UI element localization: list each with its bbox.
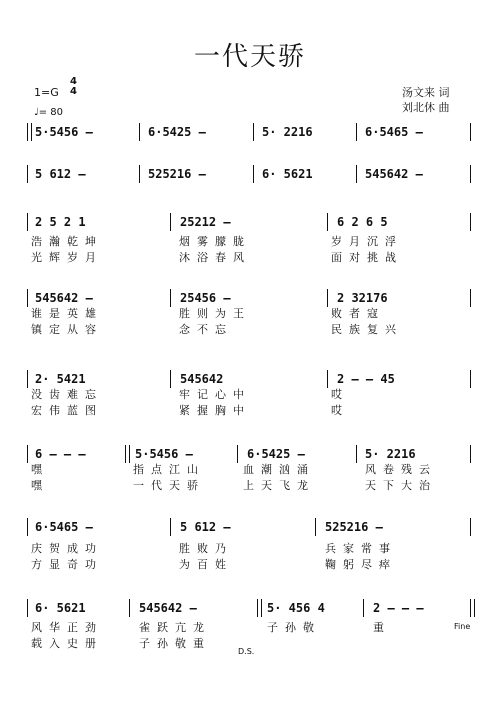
- notation-line: [27, 516, 471, 538]
- lyric-text: 牢 记 心 中: [179, 388, 244, 401]
- lyricist-credit: 汤文来 词: [402, 86, 450, 99]
- barline: [129, 599, 130, 617]
- note-group: 5· 456 4: [267, 601, 325, 615]
- lyric-text: 嘿: [31, 479, 42, 492]
- barline: [470, 289, 471, 307]
- note-group: 2 5 2 1: [35, 215, 86, 229]
- barline: [237, 445, 238, 463]
- barline: [27, 123, 32, 141]
- lyric-text: 胜 败 乃: [179, 542, 226, 555]
- note-group: 545642 –: [139, 601, 197, 615]
- lyric-text: 念 不 忘: [179, 323, 226, 336]
- lyric-text: 胜 则 为 王: [179, 307, 244, 320]
- lyric-text: 庆 贺 成 功: [31, 542, 96, 555]
- barline: [363, 599, 364, 617]
- lyric-text: 岁 月 沉 浮: [331, 235, 396, 248]
- barline: [253, 123, 254, 141]
- lyric-text: 民 族 复 兴: [331, 323, 396, 336]
- lyric-text: 沐 浴 春 风: [179, 251, 244, 264]
- note-group: 6 – – –: [35, 447, 86, 461]
- time-signature: [70, 77, 77, 97]
- barline: [470, 123, 471, 141]
- barline: [315, 518, 316, 536]
- lyric-text: 哎: [331, 388, 342, 401]
- page-title: 一代天骄: [193, 42, 306, 72]
- barline: [327, 370, 328, 388]
- lyric-text: 方 显 奇 功: [31, 558, 96, 571]
- barline: [470, 165, 471, 183]
- note-group: 5·5456 –: [35, 125, 93, 139]
- barline: [470, 213, 471, 231]
- lyric-text: 浩 瀚 乾 坤: [31, 235, 96, 248]
- notation-line: [27, 121, 471, 143]
- lyric-text: 光 辉 岁 月: [31, 251, 96, 264]
- lyric-text: 雀 跃 亢 龙: [139, 621, 204, 634]
- barline: [125, 445, 130, 463]
- lyric-text: 哎: [331, 404, 342, 417]
- note-group: 6 2 6 5: [337, 215, 388, 229]
- note-group: 545642: [180, 372, 224, 386]
- notation-line: [27, 597, 471, 619]
- lyric-text: 子 孙 敬: [267, 621, 314, 634]
- barline: [139, 123, 140, 141]
- note-group: 545642 –: [365, 167, 423, 181]
- lyric-text: 重: [373, 621, 384, 634]
- barline: [139, 165, 140, 183]
- note-group: 6· 5621: [262, 167, 313, 181]
- barline: [27, 213, 28, 231]
- note-group: 6·5425 –: [247, 447, 305, 461]
- lyric-text: 镇 定 从 容: [31, 323, 96, 336]
- note-group: 5· 2216: [262, 125, 313, 139]
- lyric-text: 上 天 飞 龙: [243, 479, 308, 492]
- lyric-text: 兵 家 常 事: [325, 542, 390, 555]
- note-group: 5 612 –: [180, 520, 231, 534]
- key-signature: 1=G: [34, 86, 59, 99]
- note-group: 6·5465 –: [365, 125, 423, 139]
- note-group: 6·5425 –: [148, 125, 206, 139]
- time-signature-top: 4: [70, 76, 77, 87]
- barline: [27, 518, 28, 536]
- barline: [27, 165, 28, 183]
- lyric-text: 载 入 史 册: [31, 637, 96, 650]
- note-group: 545642 –: [35, 291, 93, 305]
- notation-line: [27, 163, 471, 185]
- barline: [470, 599, 475, 617]
- tempo-marking: ♩= 80: [34, 107, 63, 118]
- note-group: 2 32176: [337, 291, 388, 305]
- lyric-text: 烟 雾 朦 胧: [179, 235, 244, 248]
- lyric-text: 没 齿 难 忘: [31, 388, 96, 401]
- composer-credit: 刘北休 曲: [402, 101, 450, 114]
- lyric-text: 子 孙 敬 重: [139, 637, 204, 650]
- barline: [27, 370, 28, 388]
- barline: [27, 445, 28, 463]
- note-group: 25456 –: [180, 291, 231, 305]
- barline: [327, 289, 328, 307]
- lyric-text: 紧 握 胸 中: [179, 404, 244, 417]
- barline: [356, 123, 357, 141]
- lyric-text: 风 华 正 劲: [31, 621, 96, 634]
- note-group: 525216 –: [325, 520, 383, 534]
- barline: [470, 370, 471, 388]
- note-group: 5 612 –: [35, 167, 86, 181]
- note-group: 25212 –: [180, 215, 231, 229]
- barline: [356, 445, 357, 463]
- fine-mark: Fine: [454, 622, 471, 631]
- note-group: 525216 –: [148, 167, 206, 181]
- lyric-text: 谁 是 英 雄: [31, 307, 96, 320]
- barline: [470, 518, 471, 536]
- note-group: 6·5465 –: [35, 520, 93, 534]
- lyric-text: 天 下 大 治: [365, 479, 430, 492]
- barline: [257, 599, 262, 617]
- lyric-text: 嘿: [31, 463, 42, 476]
- note-group: 5·5456 –: [135, 447, 193, 461]
- lyric-text: 一 代 天 骄: [133, 479, 198, 492]
- barline: [170, 518, 171, 536]
- barline: [356, 165, 357, 183]
- note-group: 2 – – 45: [337, 372, 395, 386]
- lyric-text: 为 百 姓: [179, 558, 226, 571]
- time-signature-bottom: 4: [70, 86, 77, 97]
- notation-line: [27, 211, 471, 233]
- note-group: 5· 2216: [365, 447, 416, 461]
- lyric-text: 宏 伟 蓝 图: [31, 404, 96, 417]
- barline: [27, 289, 28, 307]
- note-group: 2· 5421: [35, 372, 86, 386]
- barline: [470, 445, 471, 463]
- lyric-text: 败 者 寇: [331, 307, 378, 320]
- lyric-text: 面 对 挑 战: [331, 251, 396, 264]
- note-group: 2 – – –: [373, 601, 424, 615]
- lyric-text: 风 卷 残 云: [365, 463, 430, 476]
- barline: [170, 213, 171, 231]
- barline: [253, 165, 254, 183]
- barline: [327, 213, 328, 231]
- barline: [170, 289, 171, 307]
- note-group: 6· 5621: [35, 601, 86, 615]
- barline: [170, 370, 171, 388]
- ds-mark: D.S.: [238, 647, 255, 656]
- barline: [27, 599, 28, 617]
- lyric-text: 指 点 江 山: [133, 463, 198, 476]
- lyric-text: 鞠 躬 尽 瘁: [325, 558, 390, 571]
- lyric-text: 血 潮 汹 涌: [243, 463, 308, 476]
